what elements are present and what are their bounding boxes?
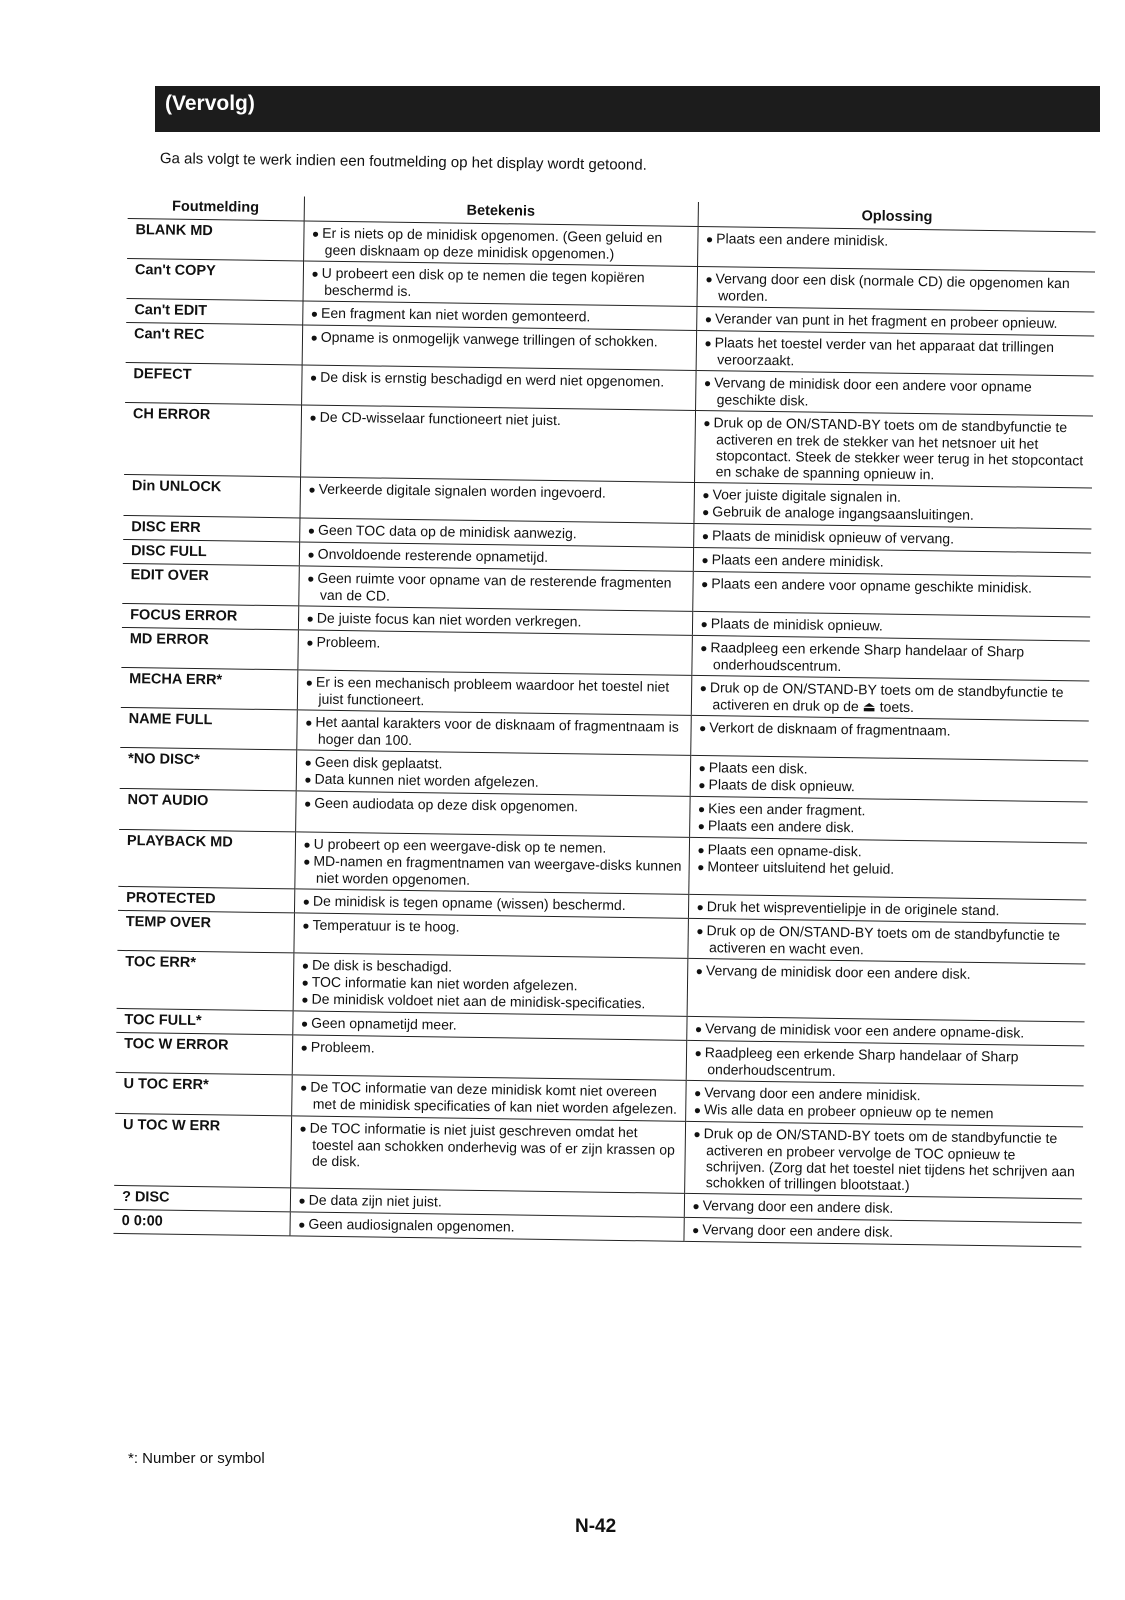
solution-cell: [695, 370, 1094, 416]
meaning-item: ● De disk is ernstig beschadigd en werd niet opgenomen.: [310, 369, 689, 391]
solution-cell: [693, 482, 1092, 529]
error-code: MD ERROR: [121, 627, 298, 669]
solution-item: ● Raadpleeg een erkende Sharp handelaar of Sharp onderhoudscentrum.: [694, 1044, 1078, 1082]
error-code: ? DISC: [114, 1185, 290, 1211]
solution-item: ● Plaats een opname-disk.: [697, 841, 1081, 863]
error-code: TOC FULL*: [116, 1008, 292, 1034]
meaning-cell: [297, 670, 692, 715]
column-header-foutmelding: Foutmelding: [128, 194, 304, 221]
solution-cell: [690, 755, 1089, 802]
meaning-item: ● U probeert een disk op te nemen die tegen kopiëren beschermd is.: [311, 265, 690, 303]
solution-item: ● Plaats het toestel verder van het apparaat dat trillingen veroorzaakt.: [704, 334, 1088, 372]
meaning-item: ● TOC informatie kan niet worden afgelezen.: [301, 974, 680, 996]
error-code: DISC FULL: [123, 539, 299, 565]
meaning-cell: [290, 1116, 685, 1193]
error-code: DEFECT: [125, 362, 302, 404]
solution-item: ● Vervang de minidisk door een andere disk.: [696, 962, 1080, 984]
error-code: TOC W ERROR: [116, 1032, 293, 1074]
meaning-item: ● Een fragment kan niet worden gemonteerd.: [311, 305, 690, 327]
solution-item: ● Verkort de disknaam of fragmentnaam.: [699, 719, 1083, 741]
error-table-container: [113, 194, 1095, 1247]
solution-item: ● Vervang door een andere disk.: [692, 1197, 1076, 1219]
error-code: NOT AUDIO: [119, 788, 296, 831]
meaning-item: ● De CD-wisselaar functioneert niet juist.: [309, 409, 688, 431]
solution-item: ● Plaats een disk.: [698, 759, 1082, 781]
error-code: Can't EDIT: [126, 298, 302, 324]
meaning-cell: [296, 750, 691, 796]
solution-item: ● Monteer uitsluitend het geluid.: [697, 858, 1081, 880]
meaning-item: ● De disk is beschadigd.: [302, 957, 681, 979]
error-code: Can't REC: [126, 322, 303, 364]
solution-cell: [691, 675, 1090, 721]
meaning-cell: [295, 791, 690, 837]
error-code: MECHA ERR*: [121, 667, 298, 709]
meaning-cell: [293, 953, 688, 1016]
solution-cell: [690, 715, 1089, 761]
meaning-cell: [298, 566, 693, 611]
solution-item: ● Druk op de ON/STAND-BY toets om de standbyfunctie te activeren en probeer vervolge de TOC opnieuw te schrijven. (Zorg dat het toestel niet tijdens het schrijven aan schokken of trillingen blootstaat.): [693, 1125, 1077, 1195]
solution-item: ● Gebruik de analoge ingangsaansluitingen.: [702, 503, 1086, 525]
meaning-item: ● Opname is onmogelijk vanwege trillingen of schokken.: [310, 329, 689, 351]
error-code: U TOC ERR*: [115, 1072, 292, 1115]
solution-cell: [689, 796, 1088, 843]
solution-item: ● Plaats een andere voor opname geschikte minidisk.: [701, 575, 1085, 597]
solution-cell: [685, 1080, 1084, 1127]
solution-item: ● Vervang door een disk (normale CD) die opgenomen kan worden.: [705, 270, 1089, 308]
solution-item: ● Vervang door een andere minidisk.: [694, 1084, 1078, 1106]
meaning-cell: [297, 630, 692, 675]
meaning-item: ● De TOC informatie is niet juist geschreven omdat het toestel aan schokken onderhevig was of er zijn krassen op de disk.: [299, 1119, 679, 1173]
meaning-cell: [294, 832, 689, 894]
solution-cell: [696, 266, 1095, 312]
error-code: TOC ERR*: [117, 950, 294, 1010]
solution-item: ● Plaats een andere disk.: [698, 817, 1082, 839]
solution-item: ● Vervang de minidisk voor een andere opname-disk.: [695, 1020, 1079, 1042]
solution-item: ● Vervang de minidisk door een andere voor opname geschikte disk.: [704, 374, 1088, 412]
meaning-cell: [299, 477, 694, 523]
error-code: Din UNLOCK: [124, 474, 301, 517]
solution-cell: [691, 635, 1090, 681]
meaning-item: ● Geen disk geplaatst.: [304, 754, 683, 776]
meaning-item: ● Het aantal karakters voor de disknaam of fragmentnaam is hoger dan 100.: [305, 714, 684, 752]
meaning-item: ● Geen TOC data op de minidisk aanwezig.: [308, 522, 687, 544]
error-code: EDIT OVER: [122, 563, 299, 605]
page-number: N-42: [575, 1516, 617, 1537]
solution-cell: [687, 958, 1086, 1022]
solution-item: ● Druk op de ON/STAND-BY toets om de standbyfunctie te activeren en trek de stekker van het netsnoer uit het stopcontact. Steek de stekker weer terug in het stopcontact en schake de spanning opnieuw in.: [703, 414, 1087, 484]
meaning-item: ● De TOC informatie van deze minidisk komt niet overeen met de minidisk specificaties of kan niet worden afgelezen.: [300, 1078, 679, 1116]
solution-item: ● Druk het wispreventielipje in de originele stand.: [696, 898, 1080, 920]
solution-cell: [692, 571, 1091, 617]
meaning-item: ● Data kunnen niet worden afgelezen.: [304, 771, 683, 793]
solution-item: ● Druk op de ON/STAND-BY toets om de standbyfunctie te activeren en wacht even.: [696, 922, 1080, 960]
error-code: CH ERROR: [124, 402, 301, 476]
solution-item: ● Wis alle data en probeer opnieuw op te nemen: [694, 1101, 1078, 1123]
intro-text: Ga als volgt te werk indien een foutmelding op het display wordt getoond.: [159, 150, 647, 174]
meaning-cell: [291, 1075, 686, 1121]
solution-item: ● Plaats de disk opnieuw.: [698, 776, 1082, 798]
meaning-cell: [296, 710, 691, 755]
error-code: BLANK MD: [127, 218, 304, 260]
solution-item: ● Kies een ander fragment.: [698, 800, 1082, 822]
meaning-item: ● De minidisk is tegen opname (wissen) beschermd.: [303, 893, 682, 915]
solution-item: ● Verander van punt in het fragment en probeer opnieuw.: [705, 310, 1089, 332]
meaning-cell: [303, 261, 698, 306]
meaning-cell: [293, 913, 688, 958]
meaning-item: ● De juiste focus kan niet worden verkregen.: [306, 610, 685, 632]
error-code: 0 0:00: [113, 1209, 289, 1235]
solution-item: ● Plaats een andere minidisk.: [701, 551, 1085, 573]
solution-item: ● Plaats de minidisk opnieuw of vervang.: [702, 527, 1086, 549]
meaning-item: ● Probleem.: [306, 634, 685, 656]
meaning-item: ● Verkeerde digitale signalen worden ingevoerd.: [308, 481, 687, 503]
solution-cell: [697, 226, 1096, 272]
error-code: *NO DISC*: [120, 747, 297, 790]
error-code: NAME FULL: [120, 707, 297, 749]
meaning-item: ● Er is niets op de minidisk opgenomen. (Geen geluid en geen disknaam op deze minidisk opgenomen.): [312, 225, 691, 263]
column-header-oplossing: Oplossing: [698, 202, 1096, 232]
footnote: *: Number or symbol: [128, 1450, 265, 1467]
column-header-betekenis: Betekenis: [304, 196, 698, 226]
table-row: [124, 402, 1093, 488]
meaning-item: ● Temperatuur is te hoog.: [302, 917, 681, 939]
solution-item: ● Plaats de minidisk opnieuw.: [700, 615, 1084, 637]
solution-item: ● Voer juiste digitale signalen in.: [702, 486, 1086, 508]
meaning-item: ● Probleem.: [300, 1038, 679, 1060]
error-code: PROTECTED: [118, 886, 294, 912]
solution-cell: [683, 1217, 1081, 1247]
meaning-cell: [289, 1212, 683, 1241]
solution-cell: [684, 1121, 1083, 1199]
meaning-item: ● Er is een mechanisch probleem waardoor het toestel niet juist functioneert.: [305, 674, 684, 712]
error-code: TEMP OVER: [117, 910, 294, 952]
meaning-item: ● Onvoldoende resterende opnametijd.: [307, 546, 686, 568]
error-table: [113, 194, 1095, 1247]
section-title: (Vervolg): [165, 92, 255, 115]
solution-item: ● Vervang door een andere disk.: [692, 1221, 1076, 1243]
meaning-cell: [302, 325, 697, 370]
solution-cell: [696, 330, 1095, 376]
solution-cell: [694, 410, 1093, 488]
solution-item: ● Raadpleeg een erkende Sharp handelaar of Sharp onderhoudscentrum.: [700, 639, 1084, 677]
error-code: PLAYBACK MD: [118, 829, 295, 888]
solution-item: ● Druk op de ON/STAND-BY toets om de standbyfunctie te activeren en druk op de ⏏ toets.: [699, 679, 1083, 717]
meaning-item: ● De data zijn niet juist.: [298, 1191, 677, 1213]
solution-cell: [686, 1040, 1085, 1086]
section-header: [155, 86, 1100, 132]
error-code: U TOC W ERR: [114, 1113, 291, 1187]
table-row: [114, 1113, 1083, 1199]
error-code: Can't COPY: [127, 258, 304, 300]
error-code: FOCUS ERROR: [122, 603, 298, 629]
meaning-cell: [292, 1035, 687, 1080]
meaning-item: ● Geen opnametijd meer.: [301, 1014, 680, 1036]
meaning-cell: [301, 365, 696, 410]
meaning-item: ● Geen audiodata op deze disk opgenomen.: [304, 795, 683, 817]
solution-cell: [688, 837, 1087, 900]
meaning-item: ● Geen audiosignalen opgenomen.: [298, 1215, 677, 1237]
meaning-cell: [303, 221, 698, 266]
meaning-item: ● MD-namen en fragmentnamen van weergave-disks kunnen niet worden opgenomen.: [303, 853, 682, 891]
error-code: DISC ERR: [123, 515, 299, 541]
meaning-item: ● U probeert op een weergave-disk op te nemen.: [303, 836, 682, 858]
meaning-cell: [300, 405, 695, 482]
solution-item: ● Plaats een andere minidisk.: [706, 230, 1090, 252]
meaning-item: ● Geen ruimte voor opname van de resterende fragmenten van de CD.: [307, 570, 686, 608]
solution-cell: [687, 918, 1086, 964]
meaning-item: ● De minidisk voldoet niet aan de minidisk-specificaties.: [301, 990, 680, 1012]
